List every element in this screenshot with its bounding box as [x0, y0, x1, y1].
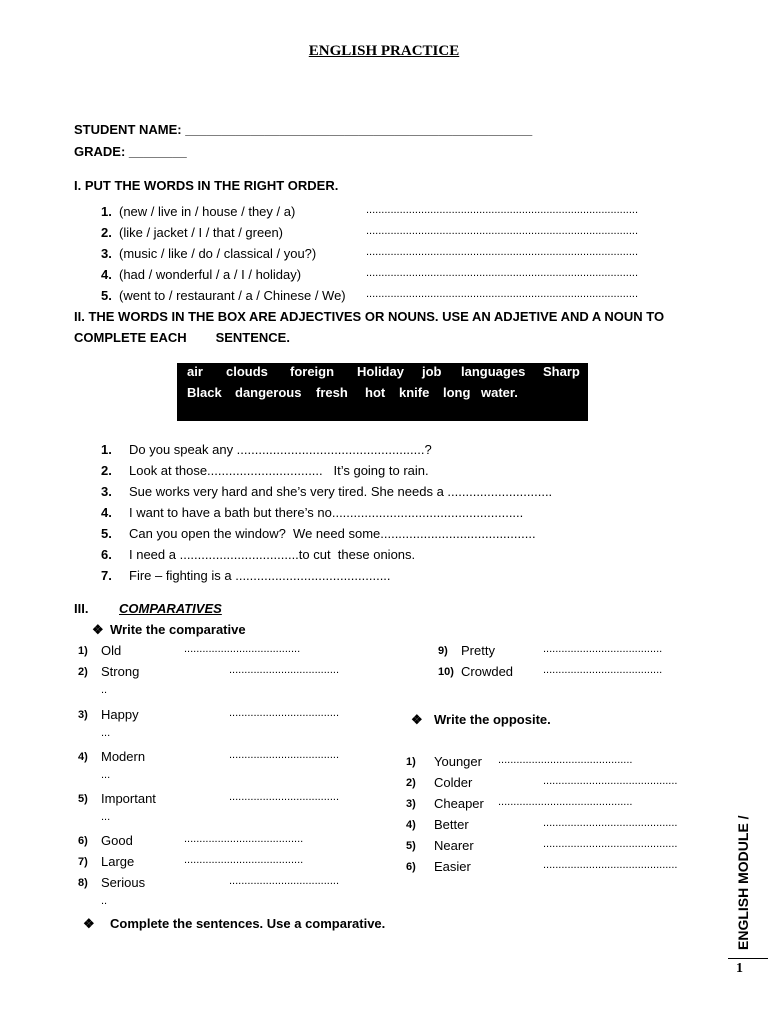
box-word: water.	[481, 385, 518, 400]
item-text: Do you speak any ....................................................?	[129, 442, 432, 457]
item-text: (new / live in / house / they / a)	[119, 204, 296, 219]
answer-dots-wrap: ...	[101, 727, 111, 739]
item-word: Easier	[434, 859, 471, 874]
comparative-subheading: Write the comparative	[110, 622, 246, 637]
item-text: I need a .................................to cut these onions.	[129, 547, 416, 562]
box-word: languages	[461, 364, 526, 379]
section2-heading: II. THE WORDS IN THE BOX ARE ADJECTIVES OR NOUNS. USE AN ADJETIVE AND A NOUN TO	[74, 309, 665, 324]
page-number: 1	[736, 961, 743, 976]
item-text: (had / wonderful / a / I / holiday)	[119, 267, 302, 282]
answer-dots: ......................................	[184, 643, 301, 655]
item-number: 8)	[78, 877, 88, 889]
answer-dots: ............................................	[543, 859, 678, 871]
item-number: 6)	[406, 861, 416, 873]
answer-dots: ....................................	[229, 791, 340, 803]
item-number: 10)	[438, 666, 454, 678]
footer-rule	[728, 958, 768, 959]
item-word: Better	[434, 817, 469, 832]
item-word: Younger	[434, 754, 482, 769]
item-number: 4)	[406, 819, 416, 831]
item-text: Look at those................................ It’s going to rain.	[129, 463, 429, 478]
answer-dots: .......................................	[543, 664, 663, 676]
section3-roman: III.	[74, 601, 89, 616]
bullet-icon: ❖	[83, 916, 95, 931]
section3-heading: COMPARATIVES	[119, 601, 222, 616]
box-word: foreign	[290, 364, 335, 379]
item-number: 1)	[78, 645, 88, 657]
answer-dots: .......................................	[543, 643, 663, 655]
answer-dots: .......................................	[184, 833, 304, 845]
student-name-line: STUDENT NAME: ________________________________________________	[74, 122, 533, 137]
page-title: ENGLISH PRACTICE	[308, 43, 460, 59]
item-number: 5.	[101, 288, 112, 303]
item-number: 7.	[101, 568, 112, 583]
answer-dots: ....................................	[229, 664, 340, 676]
item-word: Pretty	[461, 643, 495, 658]
item-word: Important	[101, 791, 156, 806]
answer-dots: .......................................	[184, 854, 304, 866]
answer-dots: ............................................	[543, 775, 678, 787]
item-number: 3.	[101, 246, 112, 261]
box-word: hot	[365, 385, 386, 400]
item-number: 5)	[406, 840, 416, 852]
item-word: Serious	[101, 875, 146, 890]
box-word: job	[422, 364, 442, 379]
item-word: Cheaper	[434, 796, 484, 811]
answer-dots: .........................................................................................	[366, 204, 638, 216]
box-word: dangerous	[235, 385, 302, 400]
item-word: Modern	[101, 749, 146, 764]
opposite-subheading: Write the opposite.	[434, 712, 551, 727]
item-number: 5.	[101, 526, 112, 541]
item-number: 6.	[101, 547, 112, 562]
item-number: 1.	[101, 442, 112, 457]
answer-dots: .........................................................................................	[366, 225, 638, 237]
item-text: I want to have a bath but there’s no.....................................................	[129, 505, 524, 520]
answer-dots-wrap: ..	[101, 684, 108, 696]
side-label: ENGLISH MODULE /	[735, 815, 751, 950]
box-word: Sharp	[543, 364, 580, 379]
answer-dots: ....................................	[229, 707, 340, 719]
box-word: air	[187, 364, 203, 379]
item-text: (music / like / do / classical / you?)	[119, 246, 317, 261]
item-number: 4.	[101, 267, 112, 282]
box-word: clouds	[226, 364, 268, 379]
box-word: fresh	[316, 385, 348, 400]
box-word: Black	[187, 385, 222, 400]
item-text: (like / jacket / I / that / green)	[119, 225, 284, 240]
answer-dots: .........................................................................................	[366, 246, 638, 258]
answer-dots-wrap: ...	[101, 811, 111, 823]
item-word: Large	[101, 854, 135, 869]
item-number: 4.	[101, 505, 112, 520]
item-number: 2)	[406, 777, 416, 789]
item-number: 2.	[101, 225, 112, 240]
item-word: Strong	[101, 664, 140, 679]
item-word: Crowded	[461, 664, 514, 679]
item-word: Old	[101, 643, 122, 658]
item-word: Good	[101, 833, 133, 848]
box-word: long	[443, 385, 471, 400]
answer-dots: ....................................	[229, 875, 340, 887]
grade-line: GRADE: ________	[74, 144, 187, 159]
item-number: 2)	[78, 666, 88, 678]
item-number: 2.	[101, 463, 112, 478]
answer-dots: ....................................	[229, 749, 340, 761]
answer-dots: .........................................................................................	[366, 288, 638, 300]
item-word: Happy	[101, 707, 139, 722]
item-text: (went to / restaurant / a / Chinese / We)	[119, 288, 346, 303]
item-number: 6)	[78, 835, 88, 847]
box-word: Holiday	[357, 364, 404, 379]
item-word: Colder	[434, 775, 473, 790]
item-number: 9)	[438, 645, 448, 657]
side-label-wrap	[735, 800, 749, 950]
answer-dots-wrap: ..	[101, 895, 108, 907]
item-number: 3)	[406, 798, 416, 810]
item-text: Fire – fighting is a ...........................................	[129, 568, 391, 583]
section2-heading-cont: COMPLETE EACH SENTENCE.	[74, 330, 290, 345]
answer-dots: ............................................	[498, 796, 633, 808]
item-text: Sue works very hard and she’s very tired. She needs a .............................	[129, 484, 553, 499]
word-box	[177, 363, 588, 421]
bullet-icon: ❖	[92, 622, 104, 637]
item-number: 4)	[78, 751, 88, 763]
answer-dots: ............................................	[543, 838, 678, 850]
item-number: 7)	[78, 856, 88, 868]
item-word: Nearer	[434, 838, 474, 853]
answer-dots: ............................................	[498, 754, 633, 766]
bullet-icon: ❖	[411, 712, 423, 727]
box-word: knife	[399, 385, 430, 400]
answer-dots-wrap: ...	[101, 769, 111, 781]
item-number: 3)	[78, 709, 88, 721]
item-number: 5)	[78, 793, 88, 805]
section1-heading: I. PUT THE WORDS IN THE RIGHT ORDER.	[74, 178, 339, 193]
answer-dots: ............................................	[543, 817, 678, 829]
complete-sentences-subheading: Complete the sentences. Use a comparative.	[110, 916, 386, 931]
item-number: 1)	[406, 756, 416, 768]
item-text: Can you open the window? We need some...........................................	[129, 526, 536, 541]
item-number: 1.	[101, 204, 112, 219]
item-number: 3.	[101, 484, 112, 499]
answer-dots: .........................................................................................	[366, 267, 638, 279]
